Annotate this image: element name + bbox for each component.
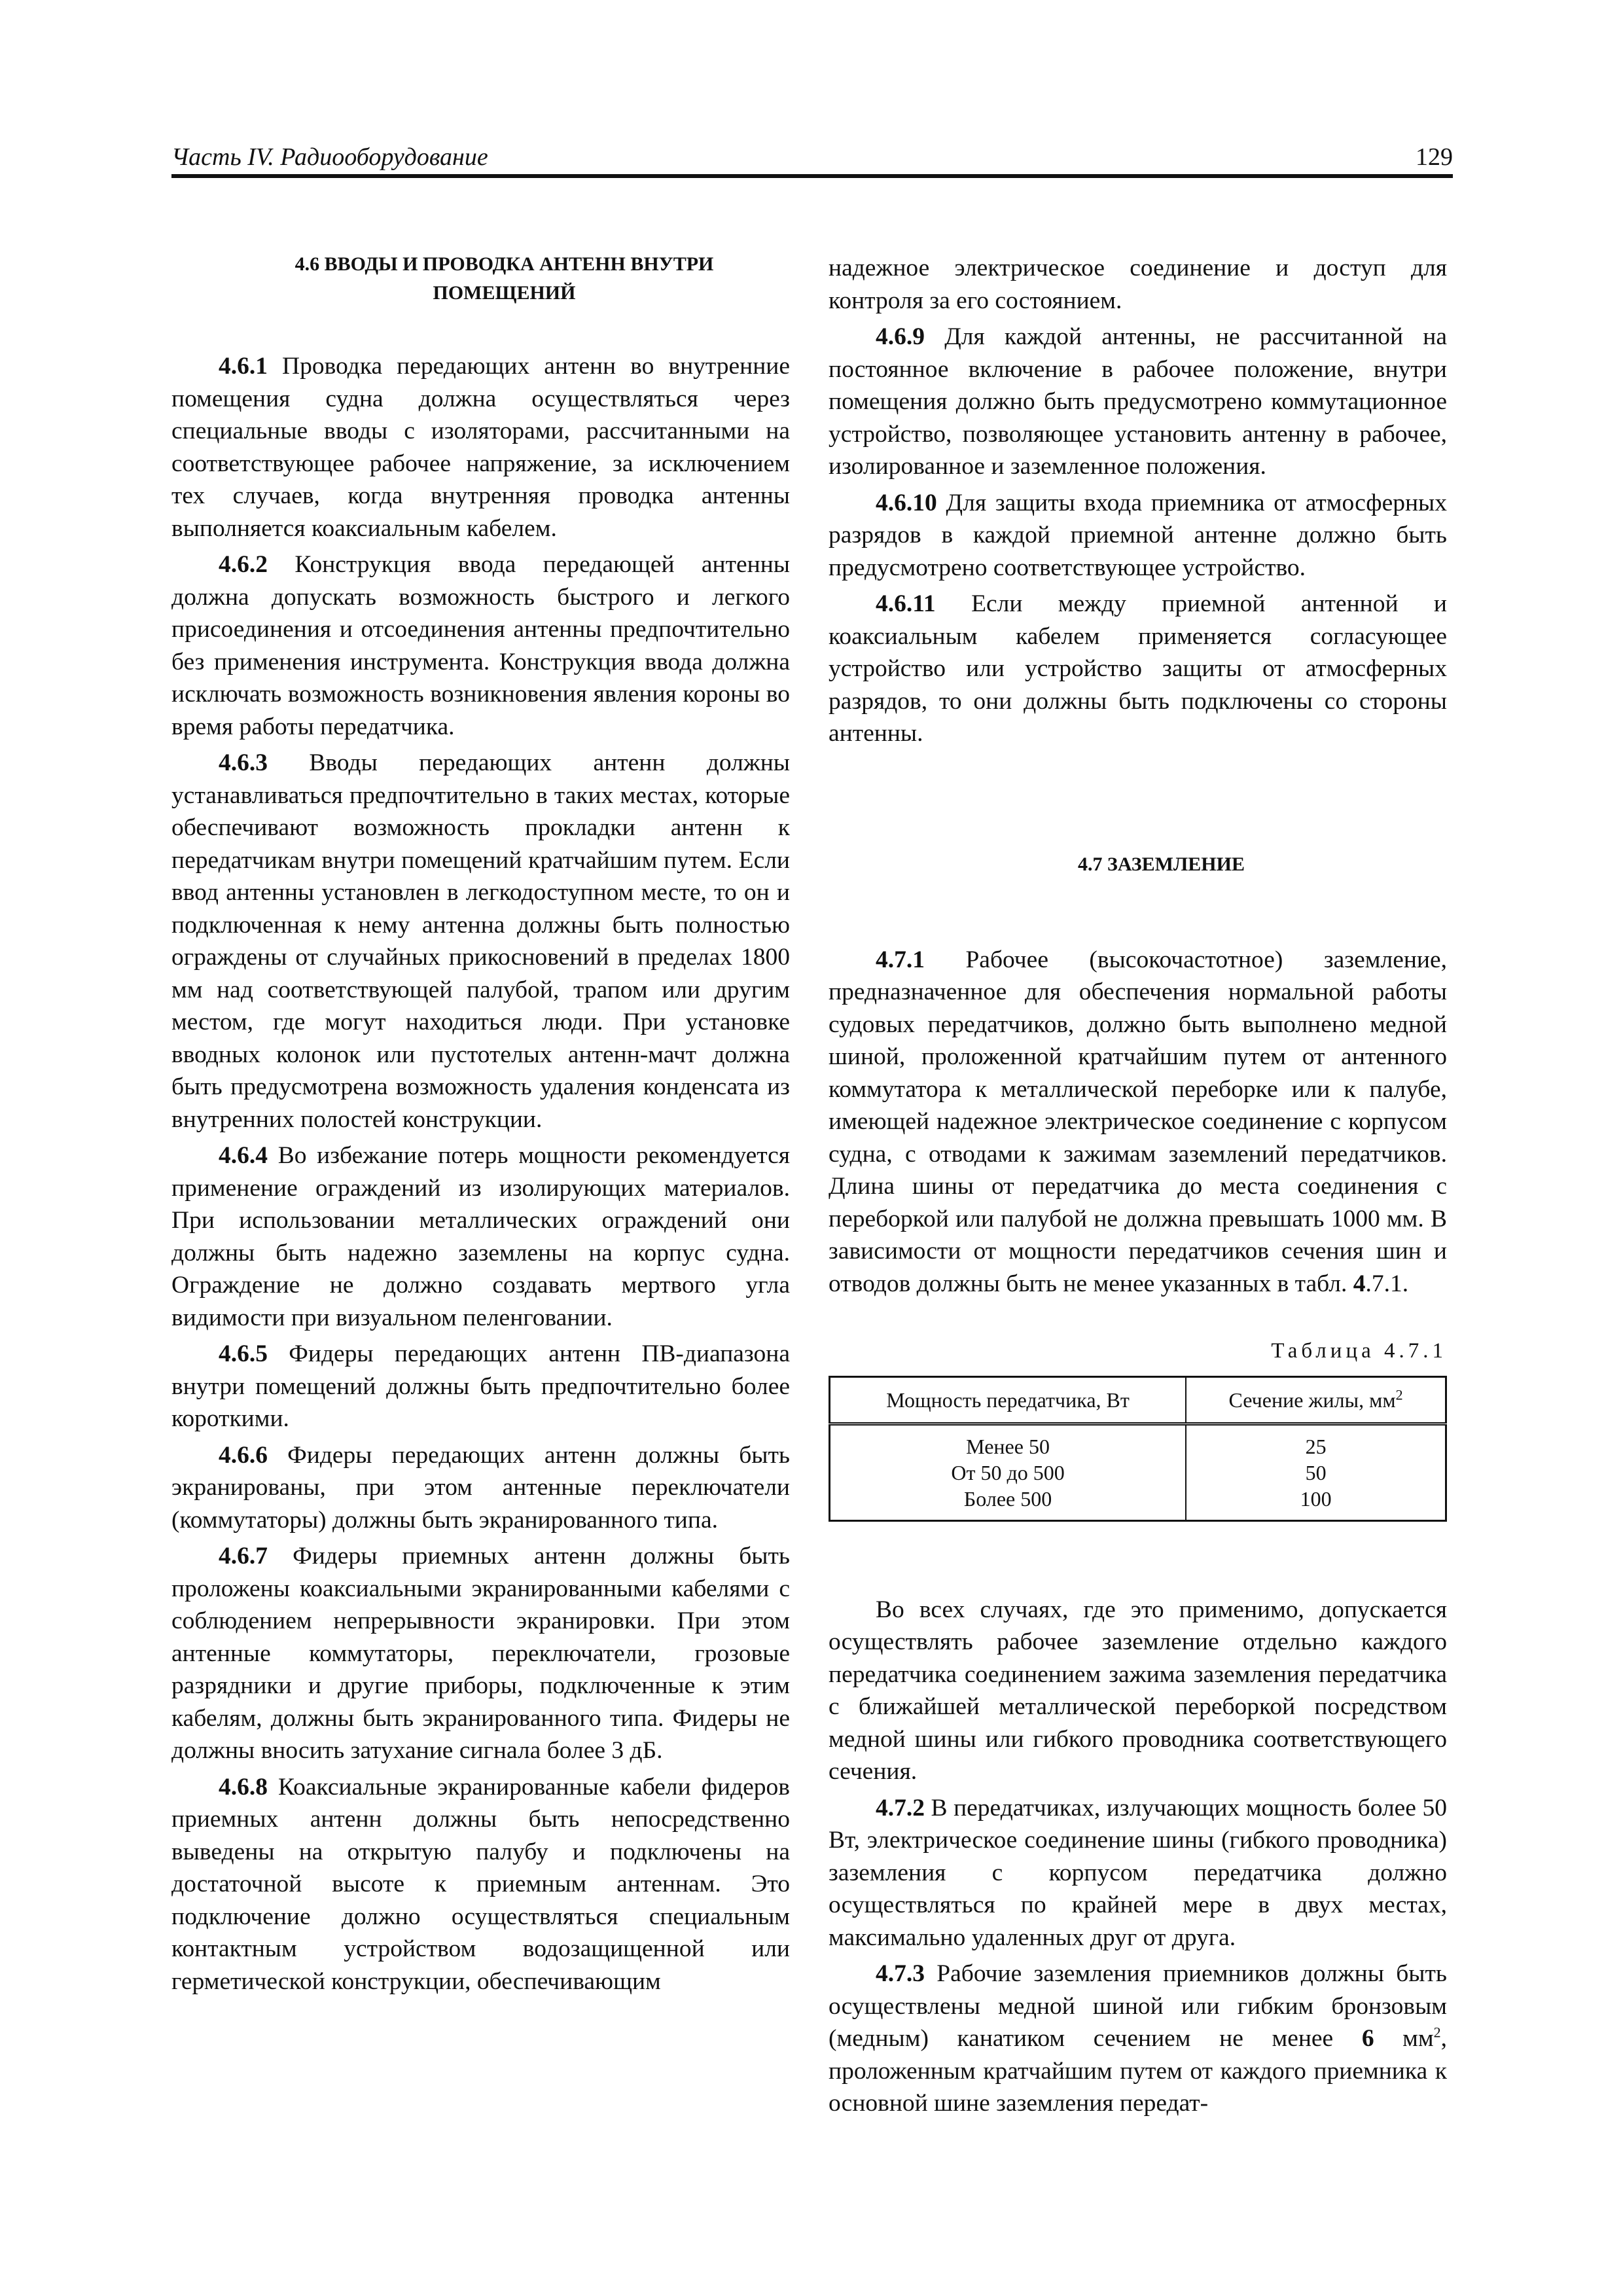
paragraph-text: Рабочее (высокочастотное) заземление, предназначенное для обеспечения нормальной работы судовых передатчиков, должно быть выполнено медной шиной, проложенной кратчайшим путем от антенного коммутатора к металлической переборке или к палубе, имеющей надежное электрическое соединение с корпусом судна, с отводами к зажимам заземлений передатчиков. Длина шины от передатчика до места соединения с переборкой или палубой не должна превышать 1000 мм. В зависимости от мощности передатчиков сечения шин и отводов должны быть не менее указанных в табл.	[829, 946, 1447, 1297]
table-caption: Таблица 4.7.1	[1271, 1339, 1447, 1363]
table-cell-power: Более 500	[830, 1486, 1186, 1521]
paragraph-text: Вводы передающих антенн должны устанавливаться предпочтительно в таких местах, которые обеспечивают возможность прокладки антенн к передатчикам внутри помещений кратчайшим путем. Если ввод антенны установлен в легкодоступном месте, то он и подключенная к нему антенна должны быть полностью ограждены от случайных прикосновений в пределах 1800 мм над соответствующей палубой, трапом или другим местом, где могут находиться люди. При установке вводных колонок или пустотелых антенн-мачт должна быть предусмотрена возможность удаления конденсата из внутренних полостей конструкции.	[171, 749, 790, 1133]
paragraph-text: Рабочие заземления приемников должны быть осуществлены медной шиной или гибким бронзовым (медным) канатиком сечением не менее	[829, 1960, 1447, 2052]
table-cell-section: 50	[1186, 1460, 1446, 1486]
clause-number: 4.6.3	[219, 749, 268, 776]
table-header-power: Мощность передатчика, Вт	[830, 1376, 1186, 1424]
right-column	[829, 252, 1447, 2124]
paragraph-text: Для каждой антенны, не рассчитанной на постоянное включение в рабочее положение, внутри помещения должно быть предусмотрено коммутационное устройство, позволяющее установить антенну в рабочее, изолированное и заземленное положения.	[829, 323, 1447, 480]
paragraph-text: Для защиты входа приемника от атмосферных разрядов в каждой приемной антенне должно быть предусмотрено соответствующее устройство.	[829, 489, 1447, 581]
spacer	[829, 1522, 1447, 1594]
left-column	[171, 252, 790, 2001]
header-text: Сечение жилы, мм	[1228, 1388, 1396, 1412]
table-cell-power: Менее 50	[830, 1424, 1186, 1460]
table-cell-power: От 50 до 500	[830, 1460, 1186, 1486]
table-ref-rest: .7.1.	[1365, 1270, 1409, 1297]
clause-number: 4.6.6	[219, 1441, 268, 1469]
superscript: 2	[1395, 1386, 1403, 1403]
page-number: 129	[1416, 143, 1453, 171]
paragraph-text: Если между приемной антенной и коаксиальным кабелем применяется согласующее устройство или устройство защиты от атмосферных разрядов, то они должны быть подключены со стороны антенны.	[829, 590, 1447, 747]
table-cell-section: 100	[1186, 1486, 1446, 1521]
section-title-line: 4.6 ВВОДЫ И ПРОВОДКА АНТЕНН ВНУТРИ	[294, 253, 714, 275]
unit-text: мм	[1374, 2025, 1434, 2052]
spacer	[829, 754, 1447, 852]
paragraph-after-table: Во всех случаях, где это применимо, допускается осуществлять рабочее заземление отдельно каждого передатчика соединением зажима заземления передатчика с ближайшей металлической переборкой посредством медной шины или гибкого проводника соответствующего сечения.	[829, 1596, 1447, 1785]
clause-number: 4.6.9	[876, 323, 925, 350]
paragraph-text: Во избежание потерь мощности рекомендуется применение ограждений из изолирующих материалов. При использовании металлических ограждений они должны быть надежно заземлены на корпус судна. Ограждение не должно создавать мертвого угла видимости при визуальном пеленговании.	[171, 1142, 790, 1331]
paragraph-4-6-8-continued: надежное электрическое соединение и доступ для контроля за его состоянием.	[829, 255, 1447, 314]
paragraph-text: Фидеры передающих антенн должны быть экранированы, при этом антенные переключатели (коммутаторы) должны быть экранированного типа.	[171, 1441, 790, 1534]
clause-number: 4.6.11	[876, 590, 936, 617]
paragraph-4-6-4	[171, 1139, 790, 1334]
section-title-line: ПОМЕЩЕНИЙ	[433, 282, 576, 304]
grounding-table	[829, 1376, 1447, 1522]
paragraph-4-6-5	[171, 1338, 790, 1435]
paragraph-text: В передатчиках, излучающих мощность более 50 Вт, электрическое соединение шины (гибкого проводника) заземления с корпусом передатчика должно осуществляться по крайней мере в двух местах, максимально удаленных друг от друга.	[829, 1794, 1447, 1951]
clause-number: 4.7.3	[876, 1960, 925, 1987]
paragraph-text: Конструкция ввода передающей антенны должна допускать возможность быстрого и легкого присоединения и отсоединения антенны предпочтительно без применения инструмента. Конструкция ввода должна исключать возможность возникновения явления короны во время работы передатчика.	[171, 551, 790, 740]
section-4-7-title: 4.7 ЗАЗЕМЛЕНИЕ	[1078, 853, 1245, 875]
clause-number: 4.6.1	[219, 353, 268, 380]
paragraph-text: Фидеры передающих антенн ПВ-диапазона внутри помещений должны быть предпочтительно более короткими.	[171, 1340, 790, 1432]
paragraph-4-7-3	[829, 1958, 1447, 2120]
bold-value: 6	[1361, 2025, 1374, 2052]
paragraph-text: , проложенным кратчайшим путем от каждого приемника к основной шине заземления передат-	[829, 2025, 1448, 2117]
paragraph-4-6-9	[829, 321, 1447, 483]
header-rule	[171, 174, 1453, 178]
clause-number: 4.6.10	[876, 489, 937, 516]
paragraph-4-6-7	[171, 1540, 790, 1767]
paragraph-4-6-11	[829, 588, 1447, 750]
paragraph-4-6-2	[171, 548, 790, 743]
paragraph-text: Фидеры приемных антенн должны быть проложены коаксиальными экранированными кабелями с соблюдением непрерывности экранировки. При этом антенные коммутаторы, переключатели, грозовые разрядники и другие приборы, подключенные к этим кабелям, должны быть экранированного типа. Фидеры не должны вносить затухание сигнала более 3 дБ.	[171, 1543, 790, 1764]
paragraph-4-6-6	[171, 1439, 790, 1537]
section-4-6-title	[171, 252, 790, 306]
header-title: Часть IV. Радиооборудование	[171, 143, 488, 171]
paragraph-text: Проводка передающих антенн во внутренние помещения судна должна осуществляться через специальные вводы с изоляторами, рассчитанными на соответствующее рабочее напряжение, за исключением тех случаев, когда внутренняя проводка антенны выполняется коаксиальным кабелем.	[171, 353, 790, 542]
table-row	[830, 1486, 1446, 1521]
superscript: 2	[1433, 2024, 1441, 2041]
clause-number: 4.6.7	[219, 1543, 268, 1570]
spacer	[829, 881, 1447, 944]
table-ref-bold: 4	[1353, 1270, 1366, 1297]
paragraph-4-7-2	[829, 1792, 1447, 1954]
table-row	[830, 1424, 1446, 1460]
paragraph-4-6-3	[171, 747, 790, 1136]
paragraph-4-6-1	[171, 350, 790, 545]
paragraph-4-6-10	[829, 487, 1447, 584]
spacer	[171, 310, 790, 350]
paragraph-4-6-8	[171, 1771, 790, 1998]
paragraph-4-7-1	[829, 944, 1447, 1300]
clause-number: 4.6.8	[219, 1773, 268, 1801]
paragraph-text: Коаксиальные экранированные кабели фидеров приемных антенн должны быть непосредственно выведены на открытую палубу и подключены на достаточной высоте к приемным антеннам. Это подключение должно осуществляться специальным контактным устройством водозащищенной или герметической конструкции, обеспечивающим	[171, 1773, 790, 1995]
clause-number: 4.7.1	[876, 946, 925, 973]
table-row	[830, 1460, 1446, 1486]
clause-number: 4.6.2	[219, 551, 268, 578]
clause-number: 4.7.2	[876, 1794, 925, 1821]
clause-number: 4.6.4	[219, 1142, 268, 1169]
table-header-section	[1186, 1376, 1446, 1424]
table-cell-section: 25	[1186, 1424, 1446, 1460]
clause-number: 4.6.5	[219, 1340, 268, 1367]
